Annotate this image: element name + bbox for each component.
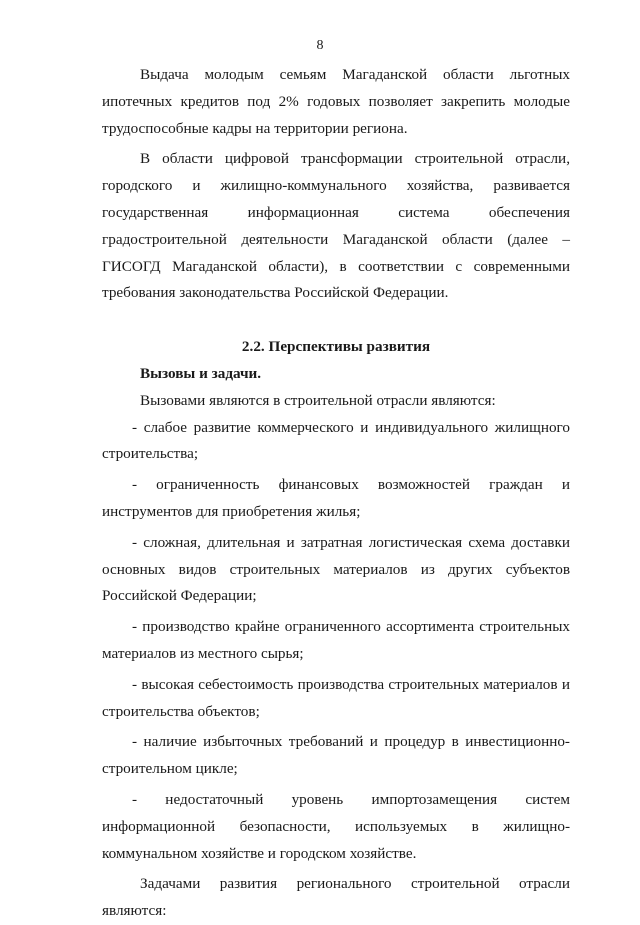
- challenge-item: - ограниченность финансовых возможностей граждан и инструментов для приобретения жилья;: [102, 476, 570, 520]
- challenge-item: - производство крайне ограниченного ассортимента строительных материалов из местного сырья;: [102, 618, 570, 662]
- subheading: Вызовы и задачи.: [140, 364, 262, 382]
- challenges-intro: Вызовами являются в строительной отрасли являются:: [140, 391, 496, 409]
- challenge-item: - недостаточный уровень импортозамещения систем информационной безопасности, используемых в жилищно-коммунальном хозяйстве и городском хозяйстве.: [102, 790, 570, 862]
- paragraph-digital-transformation: В области цифровой трансформации строительной отрасли, городского и жилищно-коммунального хозяйства, развивается государственная информационная система обеспечения градостроительной деятельности Магаданской области (далее – ГИСОГД Магаданской области), в соответствии с современными требования законодательства Российской Федерации.: [102, 150, 570, 302]
- paragraph-mortgage: Выдача молодым семьям Магаданской области льготных ипотечных кредитов под 2% годовых позволяет закрепить молодые трудоспособные кадры на территории региона.: [102, 66, 570, 137]
- page-body: [102, 62, 570, 925]
- closing-line: Задачами развития регионального строительной отрасли являются:: [102, 875, 570, 920]
- page-number: 8: [316, 38, 324, 53]
- challenge-item: - слабое развитие коммерческого и индивидуального жилищного строительства;: [102, 418, 570, 463]
- section-heading: 2.2. Перспективы развития: [241, 338, 431, 356]
- challenge-item: - высокая себестоимость производства строительных материалов и строительства объектов;: [102, 675, 570, 720]
- challenge-item: - наличие избыточных требований и процедур в инвестиционно-строительном цикле;: [102, 733, 570, 778]
- challenge-item: - сложная, длительная и затратная логистическая схема доставки основных видов строительных материалов из других субъектов Российской Федерации;: [102, 533, 570, 605]
